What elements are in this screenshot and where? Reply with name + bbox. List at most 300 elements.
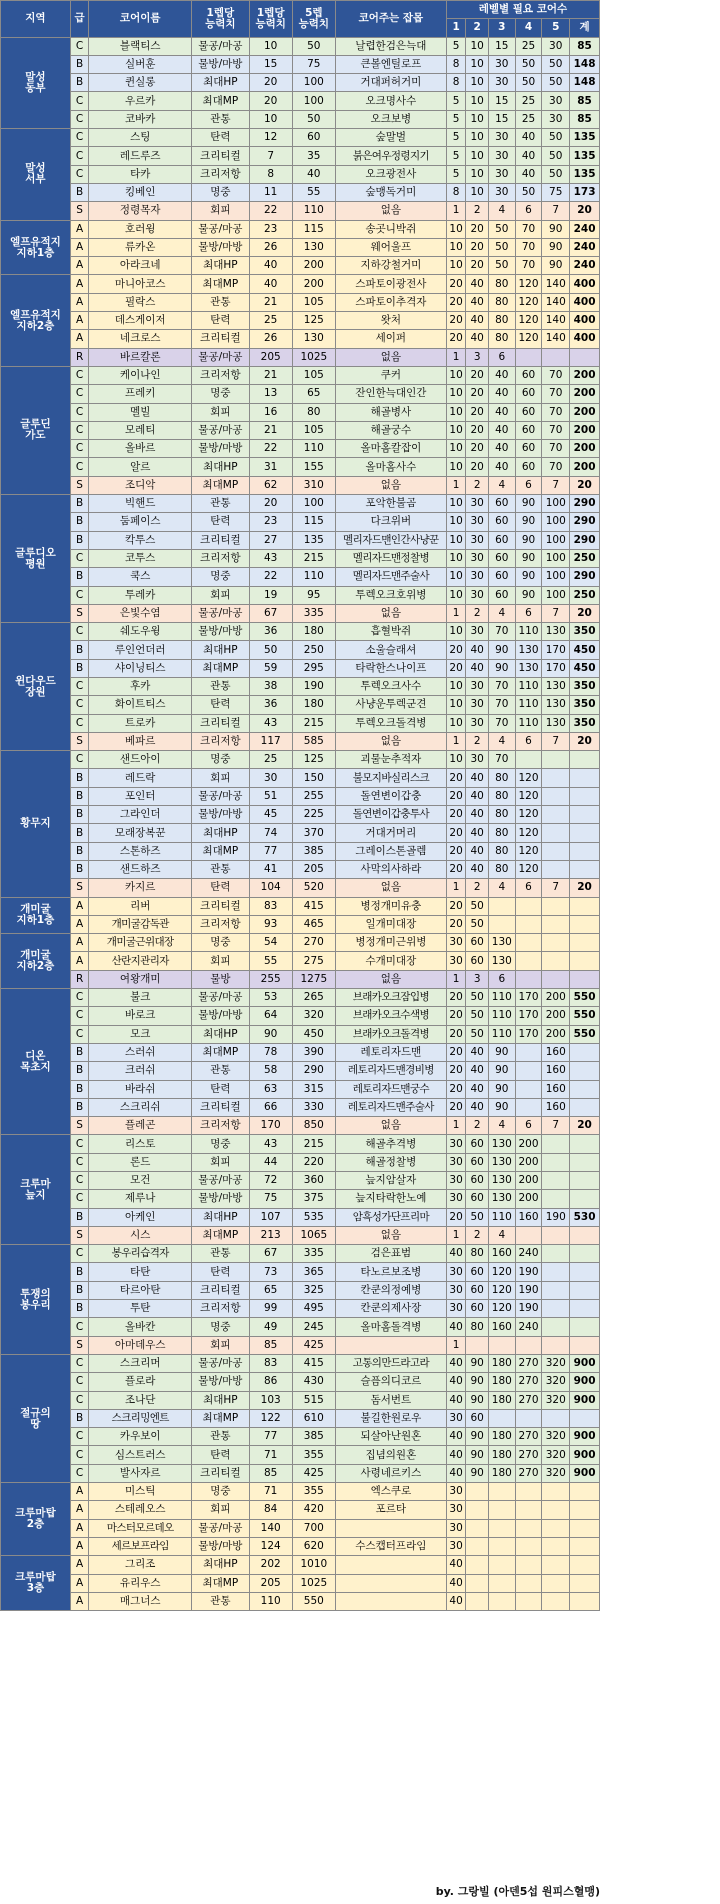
- level-need-cell: 40: [488, 440, 515, 458]
- grade-cell: B: [70, 55, 88, 73]
- total-cell: [570, 1537, 600, 1555]
- grade-cell: B: [70, 806, 88, 824]
- level-need-cell: 180: [488, 1464, 515, 1482]
- mob-cell: 브래카오크수색병: [335, 1007, 446, 1025]
- total-cell: [570, 952, 600, 970]
- level-need-cell: 100: [542, 568, 570, 586]
- level-need-cell: 40: [466, 1062, 489, 1080]
- level-need-cell: 40: [446, 1354, 466, 1372]
- core-name-cell: 샤이닝티스: [89, 659, 192, 677]
- grade-cell: B: [70, 183, 88, 201]
- grade-cell: C: [70, 458, 88, 476]
- level-need-cell: 80: [488, 860, 515, 878]
- level5-cell: 125: [292, 751, 335, 769]
- total-cell: 400: [570, 312, 600, 330]
- total-cell: 290: [570, 513, 600, 531]
- grade-cell: A: [70, 330, 88, 348]
- grade-cell: A: [70, 275, 88, 293]
- level-need-cell: 30: [446, 934, 466, 952]
- region-cell: 황무지: [1, 751, 71, 897]
- core-name-cell: 개미굴감독관: [89, 915, 192, 933]
- table-row: [1, 74, 600, 92]
- core-name-cell: 스크리밍엔트: [89, 1409, 192, 1427]
- level5-cell: 115: [292, 220, 335, 238]
- total-cell: 200: [570, 458, 600, 476]
- ability-cell: 물공/마공: [192, 1172, 250, 1190]
- total-cell: 900: [570, 1373, 600, 1391]
- ability-cell: 최대HP: [192, 74, 250, 92]
- ability-cell: 명중: [192, 385, 250, 403]
- level-need-cell: 40: [466, 293, 489, 311]
- per-level-cell: 104: [249, 879, 292, 897]
- mob-cell: 투렉오크사수: [335, 677, 446, 695]
- total-cell: [570, 751, 600, 769]
- mob-cell: 해골추격병: [335, 1135, 446, 1153]
- level-need-cell: 30: [542, 37, 570, 55]
- ability-cell: 명중: [192, 1135, 250, 1153]
- ability-cell: 물공/마공: [192, 348, 250, 366]
- level-need-cell: [515, 1592, 542, 1610]
- total-cell: [570, 1245, 600, 1263]
- level5-cell: 255: [292, 787, 335, 805]
- level-need-cell: [515, 1336, 542, 1354]
- level-need-cell: 200: [515, 1172, 542, 1190]
- level-need-cell: 70: [488, 696, 515, 714]
- per-level-cell: 71: [249, 1446, 292, 1464]
- level-need-cell: 60: [466, 1409, 489, 1427]
- level-need-cell: 70: [542, 385, 570, 403]
- table-row: [1, 385, 600, 403]
- table-row: [1, 257, 600, 275]
- level-need-cell: 50: [515, 183, 542, 201]
- level-need-cell: [515, 1519, 542, 1537]
- ability-cell: 물공/마공: [192, 220, 250, 238]
- per-level-cell: 26: [249, 330, 292, 348]
- mob-cell: 칸쿤의정예병: [335, 1281, 446, 1299]
- level-need-cell: 5: [446, 129, 466, 147]
- table-row: [1, 1153, 600, 1171]
- level-need-cell: 50: [542, 74, 570, 92]
- level-need-cell: [488, 1336, 515, 1354]
- header-per-level: 1렙당 능력치: [249, 1, 292, 38]
- level-need-cell: 40: [488, 421, 515, 439]
- mob-cell: 레토리자드맨궁수: [335, 1080, 446, 1098]
- per-level-cell: 19: [249, 586, 292, 604]
- header-mob: 코어주는 잡몹: [335, 1, 446, 38]
- per-level-cell: 59: [249, 659, 292, 677]
- level5-cell: 265: [292, 989, 335, 1007]
- level-need-cell: 50: [466, 1025, 489, 1043]
- level-need-cell: 20: [446, 1025, 466, 1043]
- total-cell: [570, 769, 600, 787]
- per-level-cell: 10: [249, 37, 292, 55]
- level5-cell: 135: [292, 531, 335, 549]
- level5-cell: 215: [292, 714, 335, 732]
- per-level-cell: 65: [249, 1281, 292, 1299]
- region-cell: 디온 목초지: [1, 989, 71, 1135]
- core-name-cell: 그리조: [89, 1556, 192, 1574]
- total-cell: [570, 1574, 600, 1592]
- core-name-cell: 타르아탄: [89, 1281, 192, 1299]
- table-row: [1, 897, 600, 915]
- core-name-cell: 둠페이스: [89, 513, 192, 531]
- ability-cell: 최대HP: [192, 1391, 250, 1409]
- level-need-cell: 40: [488, 458, 515, 476]
- level-need-cell: 5: [446, 147, 466, 165]
- level-need-cell: 120: [515, 312, 542, 330]
- level-need-cell: 20: [446, 1208, 466, 1226]
- table-row: [1, 1281, 600, 1299]
- total-cell: 200: [570, 440, 600, 458]
- level-need-cell: [542, 806, 570, 824]
- ability-cell: 최대MP: [192, 1226, 250, 1244]
- core-name-cell: 킹베인: [89, 183, 192, 201]
- level-need-cell: 40: [446, 1373, 466, 1391]
- level5-cell: 180: [292, 696, 335, 714]
- total-cell: 900: [570, 1446, 600, 1464]
- level-need-cell: 50: [542, 129, 570, 147]
- table-row: [1, 1263, 600, 1281]
- level-need-cell: 40: [488, 403, 515, 421]
- level-need-cell: 15: [488, 110, 515, 128]
- level-need-cell: [488, 1556, 515, 1574]
- table-row: [1, 1464, 600, 1482]
- level-need-cell: 80: [488, 787, 515, 805]
- level5-cell: 200: [292, 257, 335, 275]
- level5-cell: 610: [292, 1409, 335, 1427]
- mob-cell: 레토리자드맨: [335, 1043, 446, 1061]
- level-need-cell: 60: [488, 549, 515, 567]
- grade-cell: C: [70, 549, 88, 567]
- level-need-cell: 40: [515, 147, 542, 165]
- level-need-cell: 60: [466, 1281, 489, 1299]
- core-name-cell: 타탄: [89, 1263, 192, 1281]
- mob-cell: 병정개미근위병: [335, 934, 446, 952]
- grade-cell: C: [70, 1245, 88, 1263]
- level-need-cell: 4: [488, 732, 515, 750]
- level-need-cell: 1: [446, 970, 466, 988]
- per-level-cell: 202: [249, 1556, 292, 1574]
- level5-cell: 375: [292, 1190, 335, 1208]
- grade-cell: A: [70, 1537, 88, 1555]
- per-level-cell: 55: [249, 952, 292, 970]
- level-need-cell: [542, 1172, 570, 1190]
- total-cell: 250: [570, 549, 600, 567]
- mob-cell: 칸쿤의제사장: [335, 1300, 446, 1318]
- core-name-cell: 투탄: [89, 1300, 192, 1318]
- region-cell: 개미굴 지하2층: [1, 934, 71, 989]
- level-need-cell: [542, 769, 570, 787]
- level-need-cell: 2: [466, 732, 489, 750]
- mob-cell: 오크광전사: [335, 165, 446, 183]
- header-total: 계: [570, 19, 600, 37]
- level-need-cell: 60: [466, 1135, 489, 1153]
- level-need-cell: 320: [542, 1428, 570, 1446]
- level-need-cell: 6: [488, 970, 515, 988]
- level-need-cell: 90: [542, 257, 570, 275]
- per-level-cell: 83: [249, 897, 292, 915]
- level-need-cell: 170: [542, 659, 570, 677]
- per-level-cell: 103: [249, 1391, 292, 1409]
- level-need-cell: 3: [466, 970, 489, 988]
- level-need-cell: [488, 1537, 515, 1555]
- table-row: [1, 1501, 600, 1519]
- per-level-cell: 124: [249, 1537, 292, 1555]
- per-level-cell: 12: [249, 129, 292, 147]
- total-cell: [570, 897, 600, 915]
- level-need-cell: 2: [466, 604, 489, 622]
- level-need-cell: 90: [488, 641, 515, 659]
- grade-cell: A: [70, 312, 88, 330]
- ability-cell: 크리티컬: [192, 1464, 250, 1482]
- ability-cell: 탄력: [192, 696, 250, 714]
- core-name-cell: 시스: [89, 1226, 192, 1244]
- core-name-cell: 마니아코스: [89, 275, 192, 293]
- core-name-cell: 루인언더러: [89, 641, 192, 659]
- level-need-cell: 270: [515, 1446, 542, 1464]
- per-level-cell: 78: [249, 1043, 292, 1061]
- core-name-cell: 정령목자: [89, 202, 192, 220]
- level-need-cell: 40: [515, 165, 542, 183]
- mob-cell: 돌연변이갑충: [335, 787, 446, 805]
- level-need-cell: [542, 1226, 570, 1244]
- mob-cell: 늪지암살자: [335, 1172, 446, 1190]
- mob-cell: 없음: [335, 732, 446, 750]
- level-need-cell: 10: [446, 696, 466, 714]
- ability-cell: 물방/마방: [192, 55, 250, 73]
- level-need-cell: [542, 1281, 570, 1299]
- core-name-cell: 스크리머: [89, 1354, 192, 1372]
- level-need-cell: 40: [466, 659, 489, 677]
- level-need-cell: 20: [446, 275, 466, 293]
- level-need-cell: 6: [515, 1117, 542, 1135]
- level5-cell: 130: [292, 330, 335, 348]
- ability-cell: 회피: [192, 1336, 250, 1354]
- level-need-cell: 160: [542, 1080, 570, 1098]
- total-cell: 20: [570, 202, 600, 220]
- level-need-cell: 75: [542, 183, 570, 201]
- level-need-cell: [542, 860, 570, 878]
- mob-cell: 멜리자드맨인간사냥꾼: [335, 531, 446, 549]
- ability-cell: 물방/마방: [192, 806, 250, 824]
- header-levels-group: 레벨별 필요 코어수: [446, 1, 599, 19]
- table-row: [1, 1172, 600, 1190]
- grade-cell: C: [70, 1153, 88, 1171]
- total-cell: [570, 1483, 600, 1501]
- level-need-cell: 50: [466, 915, 489, 933]
- level-need-cell: 120: [488, 1300, 515, 1318]
- grade-cell: C: [70, 989, 88, 1007]
- ability-cell: 최대MP: [192, 1409, 250, 1427]
- level-need-cell: 60: [466, 1153, 489, 1171]
- grade-cell: B: [70, 1043, 88, 1061]
- level-need-cell: 7: [542, 1117, 570, 1135]
- level-need-cell: 7: [542, 476, 570, 494]
- core-name-cell: 스톤하즈: [89, 842, 192, 860]
- level5-cell: 125: [292, 312, 335, 330]
- level5-cell: 80: [292, 403, 335, 421]
- total-cell: 400: [570, 330, 600, 348]
- ability-cell: 물방/마방: [192, 238, 250, 256]
- mob-cell: 투렉오크호위병: [335, 586, 446, 604]
- level-need-cell: 200: [515, 1135, 542, 1153]
- table-row: [1, 495, 600, 513]
- mob-cell: [335, 1519, 446, 1537]
- ability-cell: 탄력: [192, 879, 250, 897]
- level-need-cell: 20: [446, 1007, 466, 1025]
- core-name-cell: 멜빌: [89, 403, 192, 421]
- total-cell: 20: [570, 879, 600, 897]
- core-name-cell: 스크리쉬: [89, 1098, 192, 1116]
- region-cell: 글루디오 평원: [1, 495, 71, 623]
- region-cell: 크루마탑 3층: [1, 1556, 71, 1611]
- mob-cell: 붉은여우정령지기: [335, 147, 446, 165]
- level-need-cell: 30: [466, 714, 489, 732]
- mob-cell: 거대거머리: [335, 824, 446, 842]
- ability-cell: 최대HP: [192, 257, 250, 275]
- per-level-cell: 58: [249, 1062, 292, 1080]
- ability-cell: 탄력: [192, 513, 250, 531]
- level-need-cell: 70: [542, 458, 570, 476]
- level-need-cell: 20: [446, 806, 466, 824]
- level-need-cell: 20: [446, 989, 466, 1007]
- level-need-cell: [488, 1501, 515, 1519]
- mob-cell: 고통의만드라고라: [335, 1354, 446, 1372]
- level-need-cell: [515, 915, 542, 933]
- total-cell: 240: [570, 238, 600, 256]
- level5-cell: 100: [292, 74, 335, 92]
- grade-cell: B: [70, 513, 88, 531]
- ability-cell: 탄력: [192, 1080, 250, 1098]
- level-need-cell: 240: [515, 1245, 542, 1263]
- level-need-cell: 90: [488, 1043, 515, 1061]
- level-need-cell: 110: [515, 714, 542, 732]
- level-need-cell: 80: [488, 842, 515, 860]
- mob-cell: 병정개미유충: [335, 897, 446, 915]
- level-need-cell: 270: [515, 1391, 542, 1409]
- core-name-cell: 코투스: [89, 549, 192, 567]
- level-need-cell: 50: [488, 238, 515, 256]
- table-row: [1, 37, 600, 55]
- level5-cell: 105: [292, 366, 335, 384]
- mob-cell: 멜리자드맨정찰병: [335, 549, 446, 567]
- level-need-cell: 10: [466, 74, 489, 92]
- level-need-cell: 25: [515, 92, 542, 110]
- level-need-cell: [515, 1080, 542, 1098]
- level-need-cell: 130: [542, 677, 570, 695]
- ability-cell: 최대MP: [192, 1574, 250, 1592]
- mob-cell: 타락한스나이프: [335, 659, 446, 677]
- level-need-cell: [466, 1501, 489, 1519]
- table-row: [1, 769, 600, 787]
- level-need-cell: 4: [488, 1117, 515, 1135]
- ability-cell: 최대MP: [192, 476, 250, 494]
- level-need-cell: 30: [466, 677, 489, 695]
- level-need-cell: 60: [515, 385, 542, 403]
- ability-cell: 관통: [192, 677, 250, 695]
- level-need-cell: 6: [515, 202, 542, 220]
- core-name-cell: 카우보이: [89, 1428, 192, 1446]
- level-need-cell: 4: [488, 604, 515, 622]
- core-name-cell: 여왕개미: [89, 970, 192, 988]
- level-need-cell: 70: [488, 751, 515, 769]
- level-need-cell: 130: [488, 952, 515, 970]
- level-need-cell: 130: [515, 659, 542, 677]
- level-need-cell: [515, 970, 542, 988]
- level-need-cell: 40: [466, 787, 489, 805]
- grade-cell: B: [70, 787, 88, 805]
- core-name-cell: 후카: [89, 677, 192, 695]
- level-need-cell: 60: [488, 531, 515, 549]
- level-need-cell: 110: [515, 623, 542, 641]
- level-need-cell: 50: [515, 74, 542, 92]
- core-name-cell: 매그너스: [89, 1592, 192, 1610]
- level-need-cell: 5: [446, 92, 466, 110]
- ability-cell: 탄력: [192, 312, 250, 330]
- level-need-cell: 10: [466, 129, 489, 147]
- level5-cell: 315: [292, 1080, 335, 1098]
- mob-cell: 없음: [335, 476, 446, 494]
- core-name-cell: 아라크네: [89, 257, 192, 275]
- level-need-cell: 2: [466, 1226, 489, 1244]
- core-name-cell: 베파르: [89, 732, 192, 750]
- level-need-cell: 320: [542, 1446, 570, 1464]
- core-name-cell: 조나단: [89, 1391, 192, 1409]
- grade-cell: C: [70, 1373, 88, 1391]
- level-need-cell: [542, 1537, 570, 1555]
- level-need-cell: 40: [466, 1080, 489, 1098]
- per-level-cell: 22: [249, 440, 292, 458]
- level-need-cell: 10: [446, 714, 466, 732]
- grade-cell: C: [70, 92, 88, 110]
- level-need-cell: [515, 348, 542, 366]
- level-need-cell: 40: [466, 1098, 489, 1116]
- level5-cell: 1010: [292, 1556, 335, 1574]
- table-row: [1, 1336, 600, 1354]
- level-need-cell: 60: [515, 366, 542, 384]
- level-need-cell: 30: [446, 1153, 466, 1171]
- total-cell: 400: [570, 275, 600, 293]
- ability-cell: 물방/마방: [192, 623, 250, 641]
- total-cell: [570, 1501, 600, 1519]
- core-name-cell: 스팅: [89, 129, 192, 147]
- grade-cell: C: [70, 421, 88, 439]
- total-cell: [570, 1062, 600, 1080]
- core-name-cell: 불크: [89, 989, 192, 1007]
- total-cell: [570, 915, 600, 933]
- level-need-cell: [466, 1537, 489, 1555]
- grade-cell: B: [70, 641, 88, 659]
- total-cell: 250: [570, 586, 600, 604]
- level-need-cell: [515, 1409, 542, 1427]
- ability-cell: 물공/마공: [192, 421, 250, 439]
- ability-cell: 최대HP: [192, 1025, 250, 1043]
- level-need-cell: 130: [488, 1135, 515, 1153]
- level-need-cell: 100: [542, 531, 570, 549]
- level-need-cell: 160: [542, 1098, 570, 1116]
- total-cell: [570, 842, 600, 860]
- region-cell: 엘프유적지 지하2층: [1, 275, 71, 366]
- grade-cell: R: [70, 970, 88, 988]
- level5-cell: 130: [292, 238, 335, 256]
- level-need-cell: 20: [446, 915, 466, 933]
- per-level-cell: 36: [249, 696, 292, 714]
- table-row: [1, 312, 600, 330]
- per-level-cell: 53: [249, 989, 292, 1007]
- per-level-cell: 71: [249, 1483, 292, 1501]
- table-row: [1, 1208, 600, 1226]
- per-level-cell: 62: [249, 476, 292, 494]
